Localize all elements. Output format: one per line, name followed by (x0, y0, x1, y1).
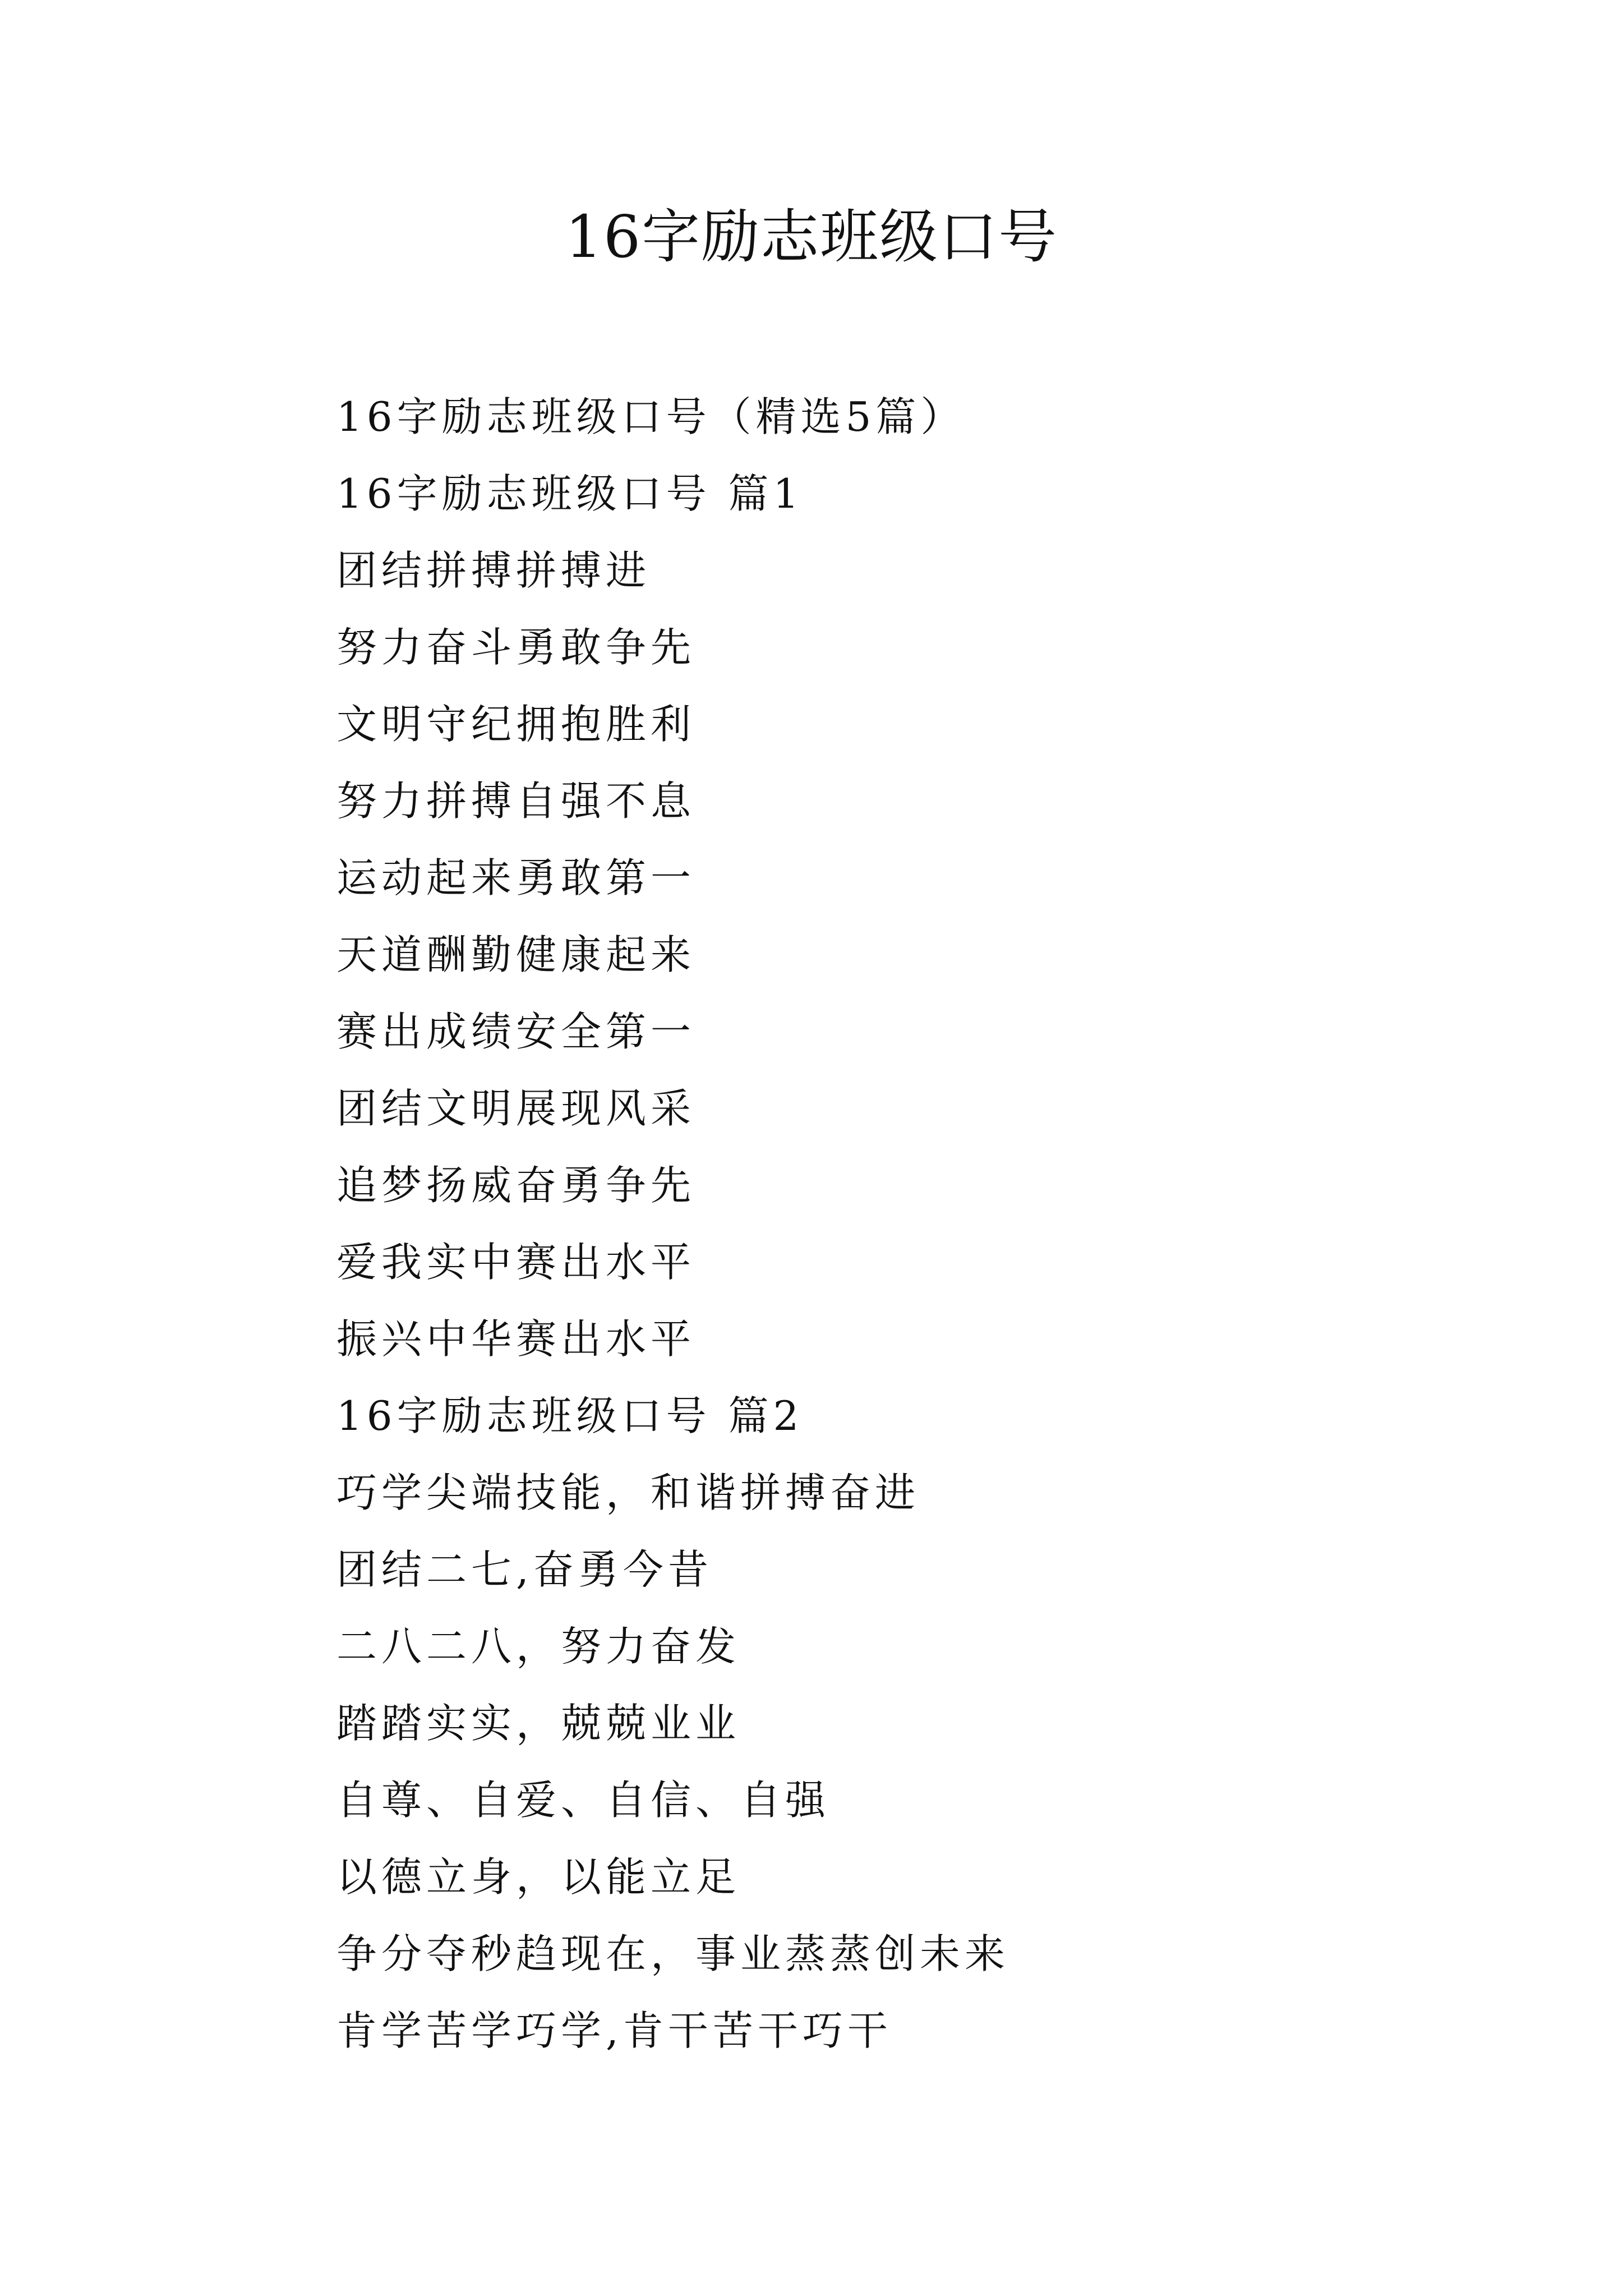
text-line: 二八二八，努力奋发 (336, 1623, 741, 1670)
text-line: 巧学尖端技能，和谐拼搏奋进 (336, 1469, 920, 1516)
text-line: 努力奋斗勇敢争先 (336, 624, 696, 671)
text-line: 努力拼搏自强不息 (336, 777, 696, 825)
text-line: 以德立身，以能立足 (336, 1853, 741, 1901)
section-heading: 16字励志班级口号 篇1 (336, 470, 804, 517)
text-line: 争分夺秒趋现在，事业蒸蒸创未来 (336, 1930, 1010, 1977)
document-title: 16字励志班级口号 (565, 203, 1058, 271)
text-line: 运动起来勇敢第一 (336, 854, 696, 901)
section-heading: 16字励志班级口号 篇2 (336, 1392, 804, 1439)
text-line: 追梦扬威奋勇争先 (336, 1162, 696, 1209)
text-line: 肯学苦学巧学,肯干苦干巧干 (336, 2007, 892, 2054)
text-line: 天道酬勤健康起来 (336, 931, 696, 978)
text-line: 团结拼搏拼搏进 (336, 547, 651, 594)
text-line: 16字励志班级口号（精选5篇） (336, 393, 966, 440)
text-line: 踏踏实实，兢兢业业 (336, 1700, 741, 1747)
text-line: 赛出成绩安全第一 (336, 1008, 696, 1055)
text-line: 团结文明展现风采 (336, 1085, 696, 1132)
text-line: 振兴中华赛出水平 (336, 1315, 696, 1363)
document-body (336, 379, 1514, 2069)
text-line: 自尊、自爱、自信、自强 (336, 1777, 831, 1824)
text-line: 爱我实中赛出水平 (336, 1239, 696, 1286)
text-line: 团结二七,奋勇今昔 (336, 1546, 713, 1593)
text-line: 文明守纪拥抱胜利 (336, 701, 696, 748)
